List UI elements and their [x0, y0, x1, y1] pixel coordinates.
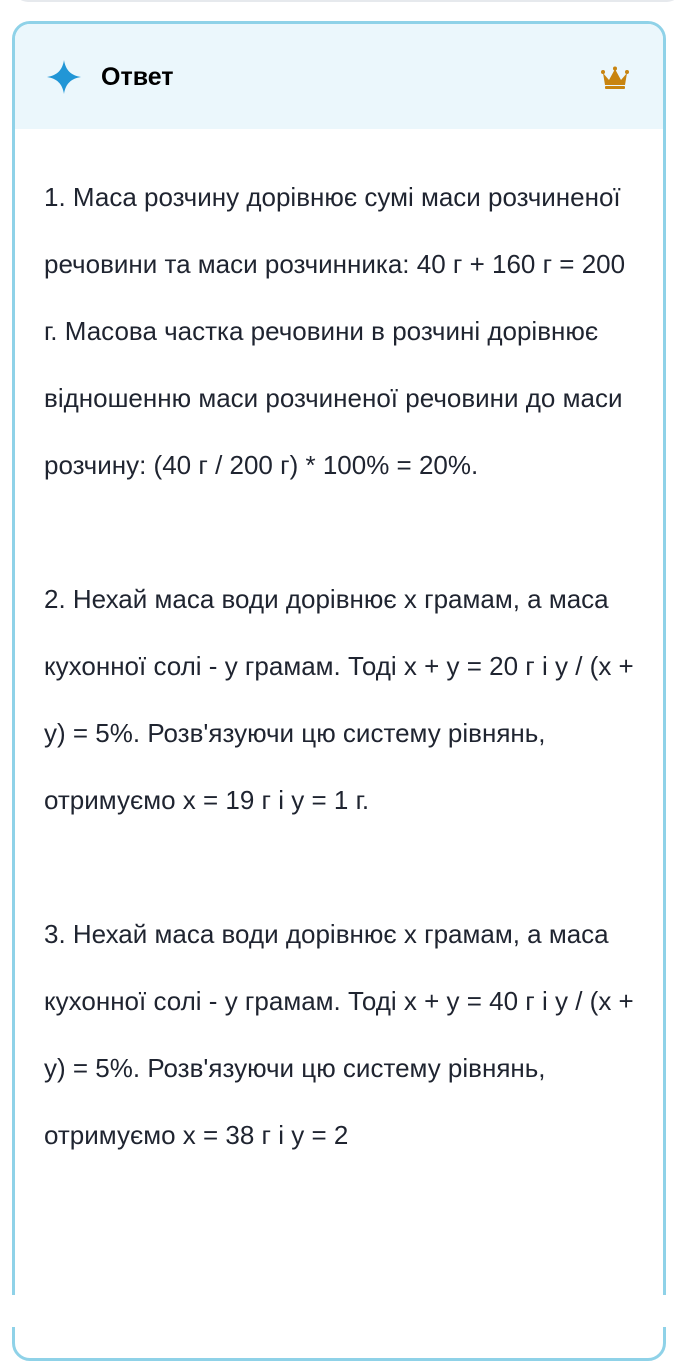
crown-icon[interactable] — [601, 66, 629, 90]
answer-title: Ответ — [101, 63, 174, 91]
answer-paragraph-3: 3. Нехай маса води дорівнює х грамам, а маса кухонної солі - у грамам. Тоді х + у = 40 г і у / (х + у) = 5%. Розв'язуючи цю систему рівнянь, отримуємо х = 38 г і у = 2 — [44, 919, 634, 1150]
answer-paragraph-2: 2. Нехай маса води дорівнює х грамам, а маса кухонної солі - у грамам. Тоді х + у = 20 г і у / (х + у) = 5%. Розв'язуючи цю систему рівнянь, отримуємо х = 19 г і у = 1 г. — [44, 584, 634, 815]
previous-card-edge — [14, 0, 681, 2]
sparkle-icon — [47, 60, 81, 94]
page-bottom — [0, 1295, 699, 1327]
answer-text — [44, 164, 644, 1236]
answer-card — [12, 21, 666, 1361]
answer-header — [15, 24, 663, 129]
answer-paragraph-1: 1. Маса розчину дорівнює сумі маси розчиненої речовини та маси розчинника: 40 г + 160 г = 200 г. Масова частка речовини в розчині дорівнює відношенню маси розчиненої речовини до маси розчину: (40 г / 200 г) * 100% = 20%. — [44, 182, 626, 480]
